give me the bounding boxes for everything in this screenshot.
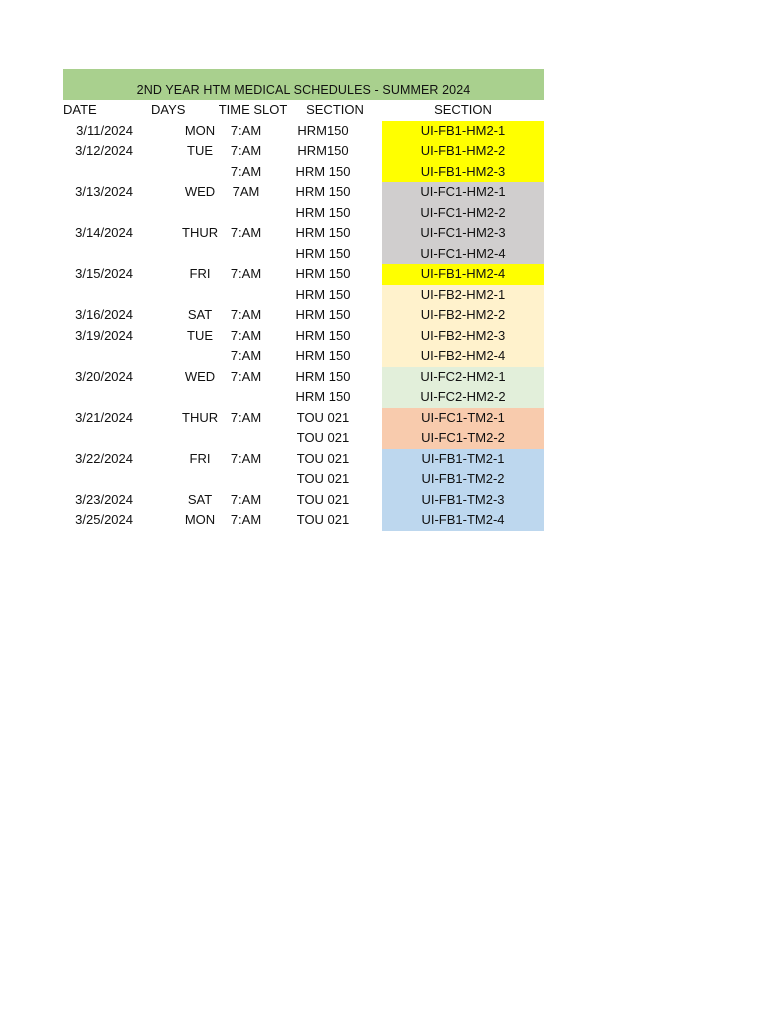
day-cell: MON <box>184 512 216 528</box>
time-slot-cell <box>218 285 288 306</box>
section-group-cell: UI-FB1-HM2-1 <box>382 121 544 142</box>
day-cell: SAT <box>187 491 213 507</box>
day-cell: MON <box>184 122 216 138</box>
time-slot-cell: 7:AM <box>230 122 262 138</box>
date-cell <box>63 387 150 408</box>
table-row <box>63 264 544 285</box>
table-row <box>63 428 544 449</box>
day-cell: FRI <box>189 450 211 466</box>
table-row <box>63 244 544 265</box>
date-cell <box>63 346 150 367</box>
date-cell: 3/15/2024 <box>75 266 133 282</box>
section-cell: HRM 150 <box>295 327 351 343</box>
header-section-group: SECTION <box>434 102 492 118</box>
day-cell <box>150 469 218 490</box>
time-slot-cell <box>218 469 288 490</box>
header-date: DATE <box>63 102 97 118</box>
section-cell: HRM 150 <box>295 163 351 179</box>
section-group-cell: UI-FB1-TM2-4 <box>382 510 544 531</box>
time-slot-cell: 7:AM <box>230 409 262 425</box>
date-cell: 3/21/2024 <box>75 409 133 425</box>
table-row <box>63 182 544 203</box>
day-cell: THUR <box>182 225 218 241</box>
schedule-rows <box>63 121 544 531</box>
section-group-cell: UI-FC1-HM2-2 <box>382 203 544 224</box>
day-cell: FRI <box>189 266 211 282</box>
section-group-cell: UI-FB2-HM2-2 <box>382 305 544 326</box>
time-slot-cell: 7:AM <box>230 266 262 282</box>
section-cell: TOU 021 <box>296 430 350 446</box>
time-slot-cell: 7:AM <box>230 163 262 179</box>
time-slot-cell: 7:AM <box>230 307 262 323</box>
section-group-cell: UI-FB2-HM2-1 <box>382 285 544 306</box>
section-group-cell: UI-FB1-HM2-3 <box>382 162 544 183</box>
time-slot-cell <box>218 428 288 449</box>
section-cell: HRM 150 <box>295 184 351 200</box>
date-cell <box>63 203 150 224</box>
time-slot-cell <box>218 387 288 408</box>
day-cell <box>150 285 218 306</box>
date-cell <box>63 244 150 265</box>
header-days: DAYS <box>151 102 186 118</box>
day-cell <box>150 203 218 224</box>
table-row <box>63 162 544 183</box>
date-cell: 3/11/2024 <box>76 122 133 138</box>
schedule-table <box>63 100 544 531</box>
date-cell: 3/23/2024 <box>75 491 133 507</box>
time-slot-cell <box>218 203 288 224</box>
section-group-cell: UI-FC1-HM2-3 <box>382 223 544 244</box>
section-group-cell: UI-FC1-TM2-2 <box>382 428 544 449</box>
time-slot-cell: 7:AM <box>230 143 262 159</box>
table-row <box>63 141 544 162</box>
day-cell: SAT <box>187 307 213 323</box>
section-group-cell: UI-FC1-TM2-1 <box>382 408 544 429</box>
day-cell <box>150 428 218 449</box>
section-cell: HRM 150 <box>295 204 351 220</box>
table-row <box>63 223 544 244</box>
table-row <box>63 387 544 408</box>
day-cell: TUE <box>187 143 213 159</box>
section-cell: HRM 150 <box>295 307 351 323</box>
day-cell <box>150 346 218 367</box>
section-group-cell: UI-FB1-TM2-2 <box>382 469 544 490</box>
date-cell: 3/14/2024 <box>75 225 133 241</box>
table-row <box>63 367 544 388</box>
header-row <box>63 100 544 121</box>
section-group-cell: UI-FC2-HM2-1 <box>382 367 544 388</box>
date-cell: 3/25/2024 <box>75 512 133 528</box>
section-cell: TOU 021 <box>296 471 350 487</box>
date-cell: 3/16/2024 <box>75 307 133 323</box>
section-group-cell: UI-FB1-TM2-1 <box>382 449 544 470</box>
date-cell <box>63 285 150 306</box>
day-cell <box>150 162 218 183</box>
date-cell <box>63 469 150 490</box>
section-cell: HRM150 <box>297 143 349 159</box>
table-row <box>63 285 544 306</box>
table-row <box>63 203 544 224</box>
day-cell <box>150 244 218 265</box>
time-slot-cell: 7AM <box>232 184 260 200</box>
section-group-cell: UI-FB1-HM2-2 <box>382 141 544 162</box>
table-row <box>63 469 544 490</box>
day-cell <box>150 387 218 408</box>
time-slot-cell: 7:AM <box>230 327 262 343</box>
section-cell: HRM 150 <box>295 348 351 364</box>
section-group-cell: UI-FC1-HM2-4 <box>382 244 544 265</box>
table-row <box>63 346 544 367</box>
table-row <box>63 449 544 470</box>
section-cell: TOU 021 <box>296 409 350 425</box>
day-cell: TUE <box>187 327 213 343</box>
date-cell: 3/13/2024 <box>75 184 133 200</box>
time-slot-cell: 7:AM <box>230 348 262 364</box>
section-cell: HRM 150 <box>295 286 351 302</box>
day-cell: WED <box>184 184 216 200</box>
section-cell: HRM 150 <box>295 225 351 241</box>
section-cell: HRM 150 <box>295 245 351 261</box>
date-cell: 3/12/2024 <box>75 143 133 159</box>
date-cell <box>63 428 150 449</box>
table-row <box>63 326 544 347</box>
date-cell: 3/20/2024 <box>75 368 133 384</box>
section-cell: TOU 021 <box>296 512 350 528</box>
date-cell: 3/22/2024 <box>75 450 133 466</box>
section-cell: TOU 021 <box>296 491 350 507</box>
section-cell: HRM 150 <box>295 266 351 282</box>
table-row <box>63 490 544 511</box>
time-slot-cell: 7:AM <box>230 225 262 241</box>
table-row <box>63 305 544 326</box>
time-slot-cell: 7:AM <box>230 491 262 507</box>
table-row <box>63 121 544 142</box>
section-group-cell: UI-FB2-HM2-3 <box>382 326 544 347</box>
section-group-cell: UI-FB2-HM2-4 <box>382 346 544 367</box>
time-slot-cell: 7:AM <box>230 512 262 528</box>
day-cell: WED <box>184 368 216 384</box>
table-row <box>63 408 544 429</box>
date-cell: 3/19/2024 <box>75 327 133 343</box>
section-group-cell: UI-FC2-HM2-2 <box>382 387 544 408</box>
section-cell: TOU 021 <box>296 450 350 466</box>
section-group-cell: UI-FC1-HM2-1 <box>382 182 544 203</box>
section-cell: HRM150 <box>297 122 349 138</box>
time-slot-cell <box>218 244 288 265</box>
sheet-title: 2ND YEAR HTM MEDICAL SCHEDULES - SUMMER 2024 <box>63 69 544 100</box>
section-cell: HRM 150 <box>295 368 351 384</box>
day-cell: THUR <box>182 409 218 425</box>
section-group-cell: UI-FB1-HM2-4 <box>382 264 544 285</box>
section-group-cell: UI-FB1-TM2-3 <box>382 490 544 511</box>
header-time-slot: TIME SLOT <box>218 102 288 118</box>
table-row <box>63 510 544 531</box>
schedule-sheet <box>63 69 544 531</box>
date-cell <box>63 162 150 183</box>
time-slot-cell: 7:AM <box>230 450 262 466</box>
header-section: SECTION <box>306 102 364 118</box>
section-cell: HRM 150 <box>295 389 351 405</box>
time-slot-cell: 7:AM <box>230 368 262 384</box>
